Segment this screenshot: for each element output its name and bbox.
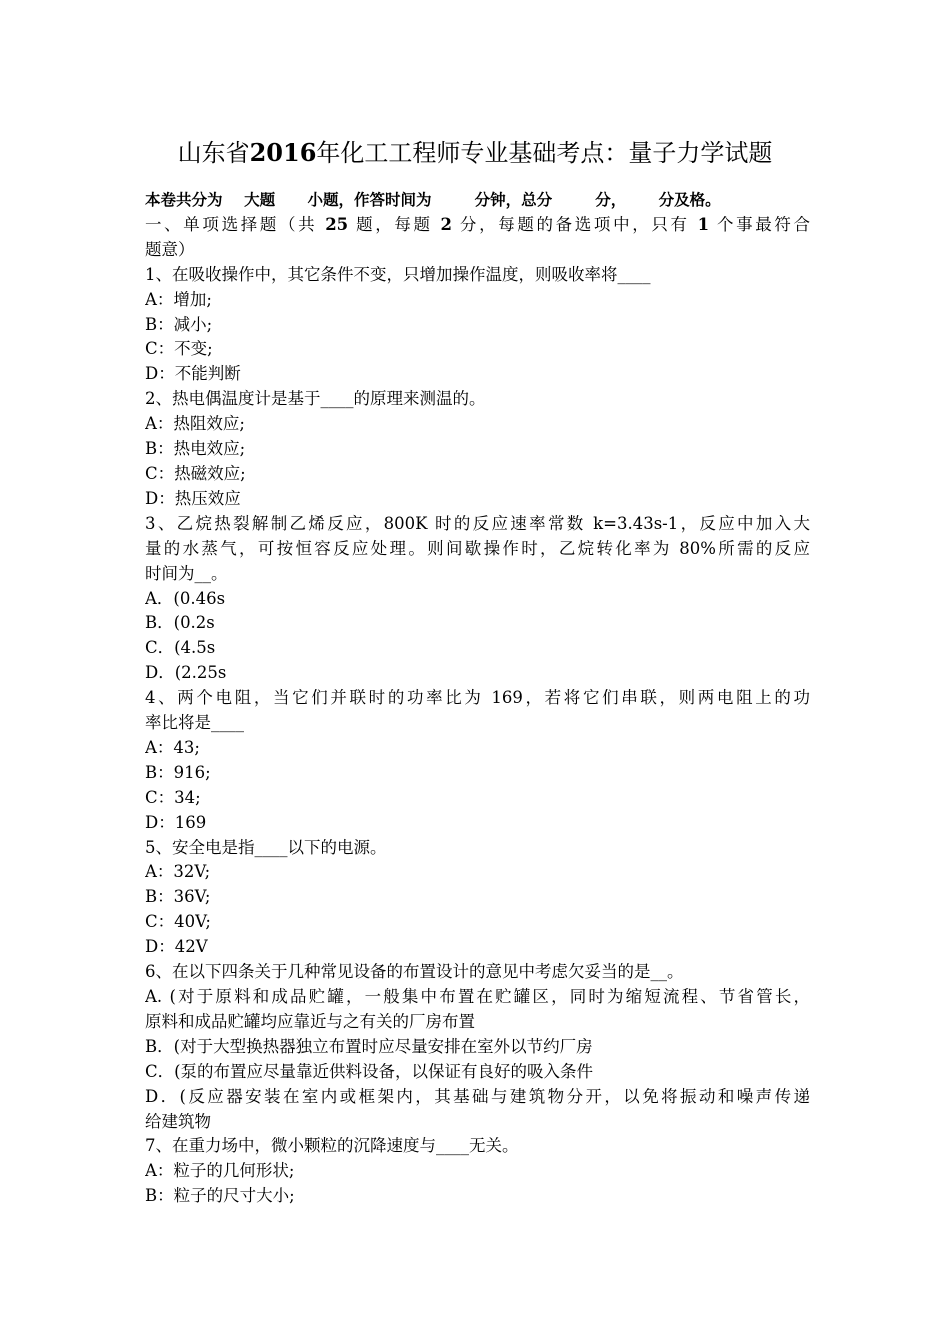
question-stem: 6、在以下四条关于几种常见设备的布置设计的意见中考虑欠妥当的是__。 [145,962,684,982]
answer-option: B：粒子的尺寸大小; [145,1186,295,1206]
answer-option: D：不能判断 [145,364,241,384]
document-title [0,136,950,170]
section-heading [145,213,810,238]
section-text: 题，每题 [356,214,433,234]
answer-option: A：增加; [145,289,212,309]
answer-option: B：36V; [145,887,211,907]
answer-option: A：43; [145,737,200,757]
answer-option: B：916; [145,762,211,782]
question-stem: 4、两个电阻，当它们并联时的功率比为 169，若将它们串联，则两电阻上的功 [145,688,810,708]
section-heading-continued: 题意） [145,239,195,259]
question-stem: 率比将是____ [145,713,244,733]
document-body [145,188,810,1209]
section-text: 个事最符合 [716,214,810,234]
question-6 [145,960,810,1134]
question-stem: 2、热电偶温度计是基于____的原理来测温的。 [145,389,486,409]
answer-option: D．(2.25s [145,663,227,683]
answer-option: C：不变; [145,339,213,359]
answer-option: A：粒子的几何形状; [145,1161,295,1181]
section-text: 分，每题的备选项中，只有 [459,214,690,234]
answer-option: B．(对于大型换热器独立布置时应尽量安排在室外以节约厂房 [145,1036,593,1056]
answer-option: D：169 [145,812,207,832]
question-2 [145,387,810,512]
points-per-question: 2 [440,214,453,234]
exam-summary: 本卷共分为 大题 小题，作答时间为 分钟，总分 分， 分及格。 [145,191,721,209]
answer-option: A．(0.46s [145,588,226,608]
question-stem: 3、乙烷热裂解制乙烯反应，800K 时的反应速率常数 k=3.43s-1，反应中加入大 [145,513,810,533]
title-year: 2016 [249,138,317,167]
answer-option: C：40V; [145,912,211,932]
answer-option: C．(泵的布置应尽量靠近供料设备，以保证有良好的吸入条件 [145,1061,594,1081]
answer-option: D：42V [145,937,208,957]
title-prefix: 山东省 [177,139,250,167]
question-3 [145,512,810,686]
answer-option: A：热阻效应; [145,414,245,434]
single-answer-count: 1 [697,214,710,234]
question-stem: 1、在吸收操作中，其它条件不变，只增加操作温度，则吸收率将____ [145,264,651,284]
question-1 [145,263,810,388]
answer-option: D：热压效应 [145,488,241,508]
answer-option: C：34; [145,787,201,807]
answer-option-continued: 给建筑物 [145,1111,211,1131]
title-suffix: 年化工工程师专业基础考点：量子力学试题 [316,139,773,167]
question-7 [145,1134,810,1209]
question-stem: 5、安全电是指____以下的电源。 [145,837,387,857]
answer-option: A：32V; [145,862,211,882]
question-count: 25 [325,214,349,234]
answer-option: B：热电效应; [145,439,246,459]
answer-option: C：热磁效应; [145,463,246,483]
question-stem: 量的水蒸气，可按恒容反应处理。则间歇操作时，乙烷转化率为 80%所需的反应 [145,538,810,558]
question-4 [145,686,810,835]
question-5 [145,836,810,961]
answer-option: B．(0.2s [145,613,215,633]
section-text: 一、单项选择题（共 [145,214,318,234]
question-stem: 时间为__。 [145,563,228,583]
answer-option: D．(反应器安装在室内或框架内，其基础与建筑物分开，以免将振动和噪声传递 [145,1086,810,1106]
answer-option: A. (对于原料和成品贮罐，一般集中布置在贮罐区，同时为缩短流程、节省管长， [145,987,810,1006]
answer-option: B：减小; [145,314,213,334]
answer-option-continued: 原料和成品贮罐均应靠近与之有关的厂房布置 [145,1011,475,1031]
question-stem: 7、在重力场中，微小颗粒的沉降速度与____无关。 [145,1136,519,1156]
answer-option: C．(4.5s [145,638,216,658]
